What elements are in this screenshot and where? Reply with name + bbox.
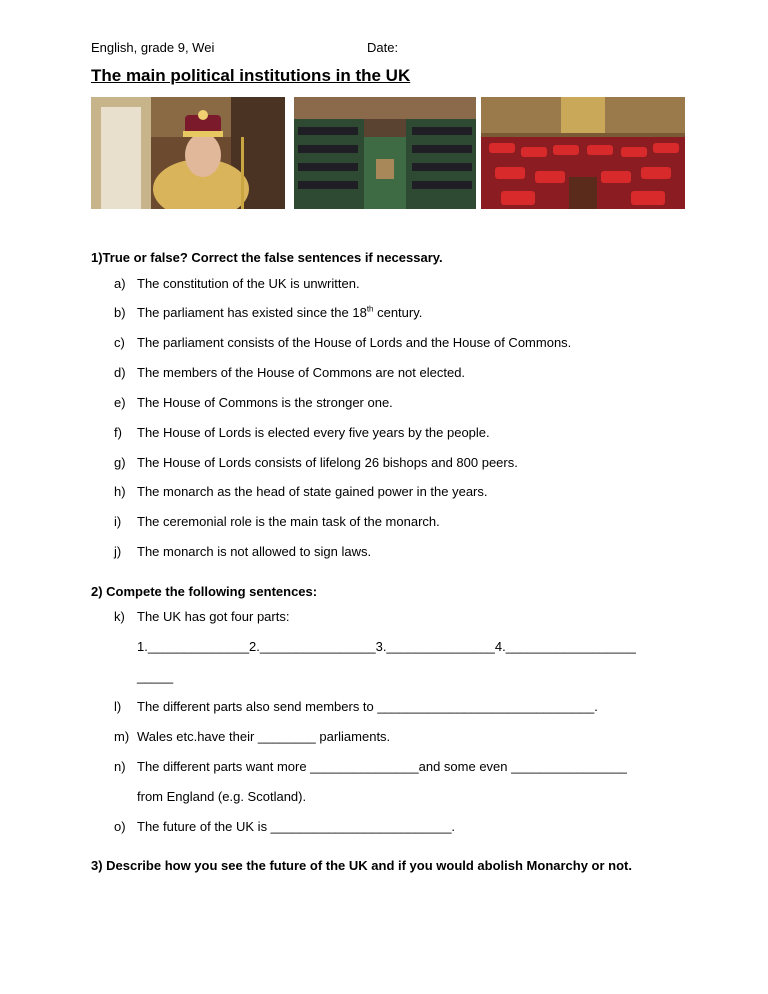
item-text[interactable]: The different parts want more _______________and some even ________________	[137, 759, 627, 774]
house-of-commons-photo	[294, 97, 476, 209]
item-text: The members of the House of Commons are not elected.	[137, 365, 466, 380]
item-letter: o)	[114, 819, 126, 834]
item-text: The monarch is not allowed to sign laws.	[137, 544, 372, 559]
section-1-heading: 1)True or false? Correct the false sentences if necessary.	[91, 250, 443, 265]
worksheet-header	[91, 40, 399, 55]
item-letter: c)	[114, 335, 125, 350]
section-3-heading: 3) Describe how you see the future of the UK and if you would abolish Monarchy or not.	[91, 858, 632, 873]
item-text: The UK has got four parts:	[137, 609, 290, 624]
item-letter: j)	[114, 544, 122, 559]
fill-in-blanks-line[interactable]: 1.______________2.________________3._______________4.__________________	[137, 639, 636, 654]
page-title: The main political institutions in the UK	[91, 66, 411, 85]
item-text-part: The parliament has existed since the 18	[137, 305, 367, 320]
item-letter: l)	[114, 699, 122, 714]
item-text-part: century.	[373, 305, 423, 320]
item-text[interactable]: The future of the UK is _________________________.	[137, 819, 456, 834]
item-letter: m)	[114, 729, 130, 744]
item-letter: h)	[114, 484, 126, 499]
item-text: The parliament consists of the House of Lords and the House of Commons.	[137, 335, 572, 350]
item-text: The ceremonial role is the main task of the monarch.	[137, 514, 440, 529]
item-letter: g)	[114, 455, 126, 470]
item-letter: f)	[114, 425, 122, 440]
house-of-lords-photo	[481, 97, 685, 209]
item-text[interactable]: The different parts also send members to ______________________________.	[137, 699, 598, 714]
item-letter: a)	[114, 276, 126, 291]
monarch-coronation-photo	[91, 97, 285, 209]
item-letter: e)	[114, 395, 126, 410]
date-label: Date:	[367, 40, 399, 55]
item-text: The constitution of the UK is unwritten.	[137, 276, 360, 291]
ordinal-suffix: th	[366, 304, 374, 314]
section-2-heading: 2) Compete the following sentences:	[91, 584, 318, 599]
item-letter: b)	[114, 305, 126, 320]
continuation-line: from England (e.g. Scotland).	[137, 789, 307, 804]
item-letter: i)	[114, 514, 122, 529]
course-label: English, grade 9, Wei	[91, 40, 215, 55]
item-letter: n)	[114, 759, 126, 774]
item-text: The House of Commons is the stronger one.	[137, 395, 393, 410]
item-text: The House of Lords consists of lifelong 26 bishops and 800 peers.	[137, 455, 518, 470]
item-text: The monarch as the head of state gained power in the years.	[137, 484, 488, 499]
item-letter: k)	[114, 609, 125, 624]
item-text	[137, 305, 422, 320]
item-text[interactable]: Wales etc.have their ________ parliaments.	[137, 729, 391, 744]
fill-in-blanks-line[interactable]: _____	[137, 669, 174, 684]
item-letter: d)	[114, 365, 126, 380]
item-text: The House of Lords is elected every five years by the people.	[137, 425, 490, 440]
